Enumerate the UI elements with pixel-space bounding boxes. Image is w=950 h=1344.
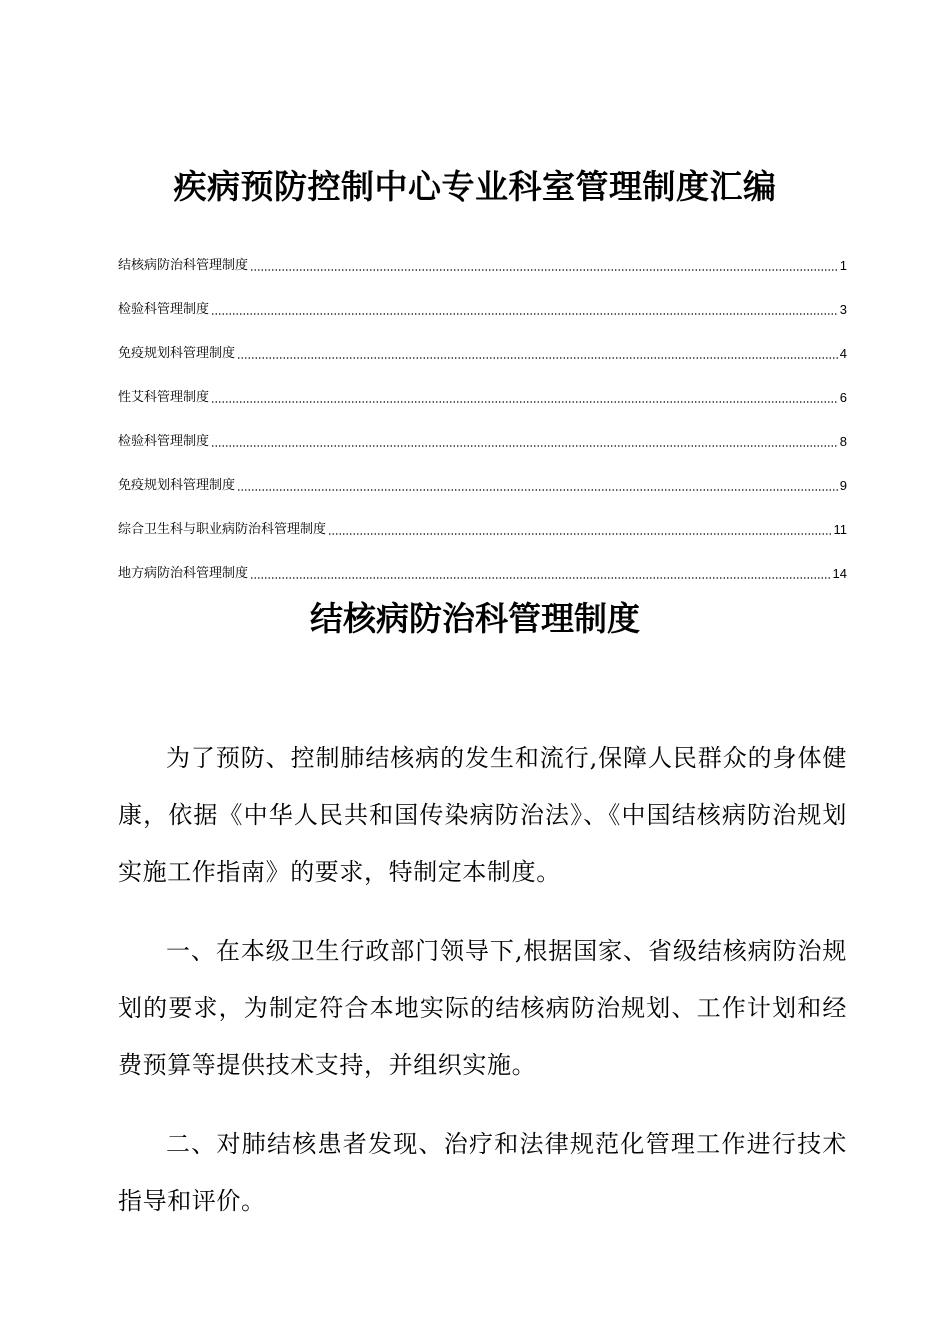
toc-leader-dots (328, 533, 831, 535)
toc-entry[interactable] (118, 540, 847, 584)
body-paragraph: 为了预防、控制肺结核病的发生和流行,保障人民群众的身体健康，依据《中华人民共和国传染病防治法》、《中国结核病防治规划实施工作指南》的要求，特制定本制度。 (118, 744, 847, 886)
body-paragraph: 二、对肺结核患者发现、治疗和法律规范化管理工作进行技术指导和评价。 (118, 1130, 847, 1215)
toc-leader-dots (250, 577, 831, 579)
toc-entry-label: 综合卫生科与职业病防治科管理制度 (118, 522, 327, 537)
toc-entry[interactable] (118, 276, 847, 320)
toc-leader-dots (211, 445, 838, 447)
toc-entry-page: 1 (839, 258, 847, 273)
toc-entry-page: 6 (839, 390, 847, 405)
toc-entry-page: 11 (833, 522, 847, 537)
toc-leader-dots (211, 401, 838, 403)
toc-entry-label: 性艾科管理制度 (118, 390, 210, 405)
table-of-contents (118, 232, 847, 584)
toc-entry-page: 9 (839, 478, 847, 493)
toc-entry-label: 免疫规划科管理制度 (118, 346, 236, 361)
body-paragraph: 一、在本级卫生行政部门领导下,根据国家、省级结核病防治规划的要求，为制定符合本地实际的结核病防治规划、工作计划和经费预算等提供技术支持，并组织实施。 (118, 937, 847, 1079)
toc-entry-page: 8 (839, 434, 847, 449)
toc-entry-label: 免疫规划科管理制度 (118, 478, 236, 493)
toc-entry-label: 检验科管理制度 (118, 302, 210, 317)
toc-entry-label: 结核病防治科管理制度 (118, 258, 249, 273)
toc-entry[interactable] (118, 232, 847, 276)
section-body (118, 730, 847, 1252)
toc-leader-dots (211, 313, 838, 315)
toc-entry[interactable] (118, 496, 847, 540)
toc-entry-label: 地方病防治科管理制度 (118, 566, 249, 581)
document-title: 疾病预防控制中心专业科室管理制度汇编 (173, 167, 777, 206)
toc-leader-dots (250, 269, 838, 271)
toc-entry[interactable] (118, 452, 847, 496)
toc-leader-dots (237, 357, 838, 359)
toc-entry[interactable] (118, 320, 847, 364)
toc-entry-page: 14 (832, 566, 847, 581)
toc-entry[interactable] (118, 364, 847, 408)
toc-entry-page: 4 (839, 346, 847, 361)
toc-leader-dots (237, 489, 838, 491)
section-heading: 结核病防治科管理制度 (310, 599, 640, 638)
toc-entry-label: 检验科管理制度 (118, 434, 210, 449)
toc-entry-page: 3 (839, 302, 847, 317)
toc-entry[interactable] (118, 408, 847, 452)
